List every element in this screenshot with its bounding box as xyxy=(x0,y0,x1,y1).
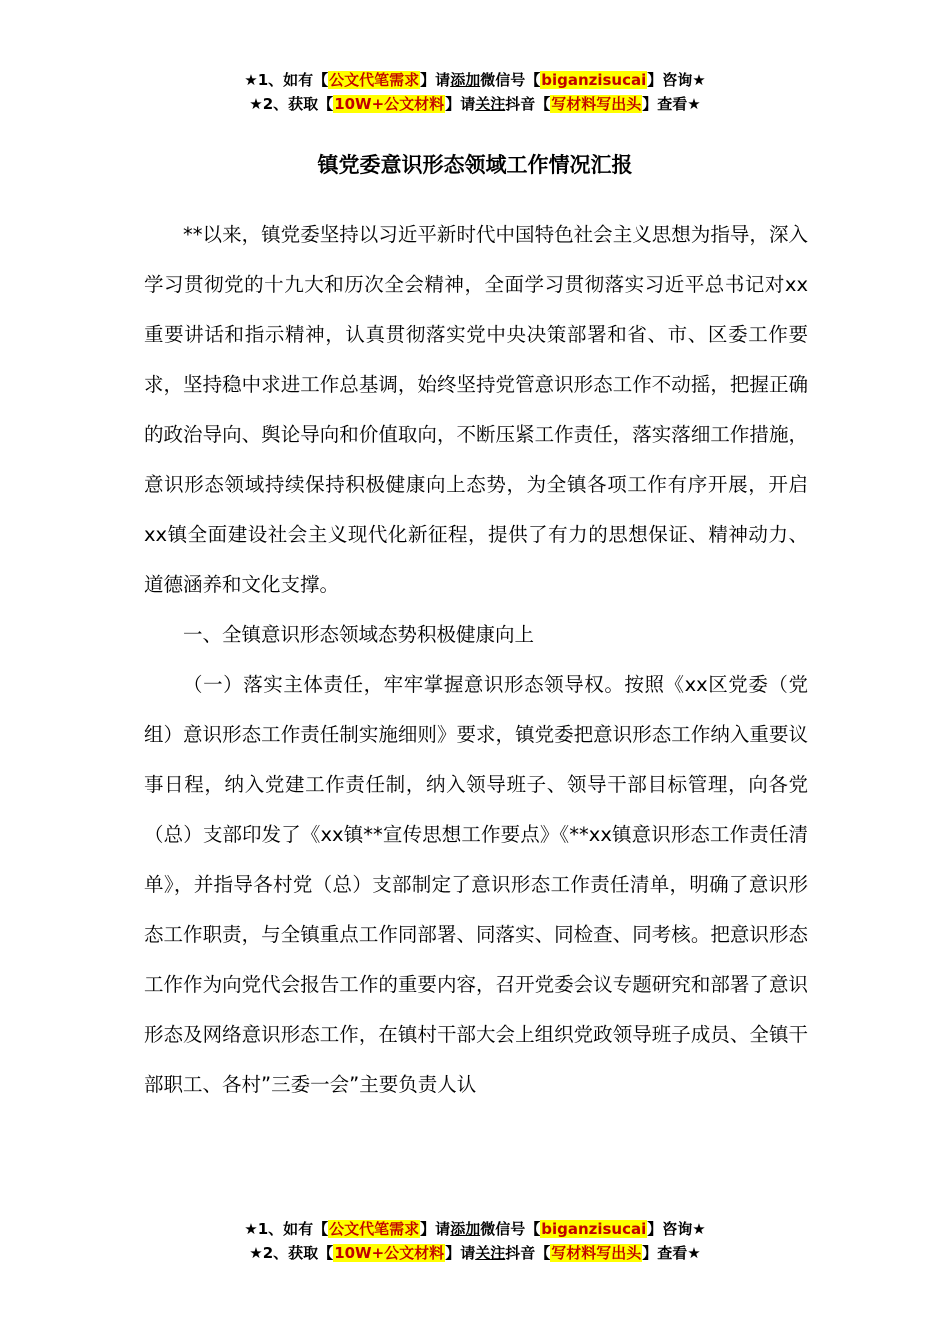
highlight-douyin-id: 写材料写出头 xyxy=(551,1244,642,1262)
highlight-wechat-id: biganzisucai xyxy=(541,1220,647,1238)
highlight-ghostwriting: 公文代笔需求 xyxy=(329,1220,420,1238)
highlight-douyin-id: 写材料写出头 xyxy=(551,95,642,113)
document-title: 镇党委意识形态领域工作情况汇报 xyxy=(317,153,633,177)
highlight-wechat-id: biganzisucai xyxy=(541,71,647,89)
footer-line-1: ★1、如有【公文代笔需求】请添加微信号【biganzisucai】咨询★ xyxy=(244,1220,706,1238)
paragraph-subsection-1: （一）落实主体责任，牢牢掌握意识形态领导权。按照《xx区党委（党组）意识形态工作责任制实施细则》要求，镇党委把意识形态工作纳入重要议事日程，纳入党建工作责任制，纳入领导班子、领导干部目标管理，向各党（总）支部印发了《xx镇**宣传思想工作要点》《**xx镇意识形态工作责任清单》，并指导各村党（总）支部制定了意识形态工作责任清单，明确了意识形态工作职责，与全镇重点工作同部署、同落实、同检查、同考核。把意识形态工作作为向党代会报告工作的重要内容，召开党委会议专题研究和部署了意识形态及网络意识形态工作，在镇村干部大会上组织党政领导班子成员、全镇干部职工、各村”三委一会”主要负责人认 xyxy=(144,673,808,1096)
section-heading-1: 一、全镇意识形态领域态势积极健康向上 xyxy=(183,623,535,646)
underlined-add: 添加 xyxy=(450,1220,481,1238)
highlight-materials: 10W+公文材料 xyxy=(334,95,445,113)
footer-line-2: ★2、获取【10W+公文材料】请关注抖音【写材料写出头】查看★ xyxy=(249,1244,701,1262)
banner-line-1: ★1、如有【公文代笔需求】请添加微信号【biganzisucai】咨询★ xyxy=(244,71,706,89)
underlined-follow: 关注 xyxy=(475,95,506,113)
paragraph-intro: **以来，镇党委坚持以习近平新时代中国特色社会主义思想为指导，深入学习贯彻党的十九大和历次全会精神，全面学习贯彻落实习近平总书记对xx重要讲话和指示精神，认真贯彻落实党中央决策部署和省、市、区委工作要求，坚持稳中求进工作总基调，始终坚持党管意识形态工作不动摇，把握正确的政治导向、舆论导向和价值取向，不断压紧工作责任，落实落细工作措施，意识形态领域持续保持积极健康向上态势，为全镇各项工作有序开展，开启xx镇全面建设社会主义现代化新征程，提供了有力的思想保证、精神动力、道德涵养和文化支撑。 xyxy=(144,223,808,596)
underlined-follow: 关注 xyxy=(475,1244,506,1262)
footer-banner xyxy=(0,1217,950,1265)
highlight-materials: 10W+公文材料 xyxy=(334,1244,445,1262)
underlined-add: 添加 xyxy=(450,71,481,89)
highlight-ghostwriting: 公文代笔需求 xyxy=(329,71,420,89)
document-body xyxy=(144,210,808,1110)
banner-line-2: ★2、获取【10W+公文材料】请关注抖音【写材料写出头】查看★ xyxy=(249,95,701,113)
header-banner xyxy=(0,68,950,116)
